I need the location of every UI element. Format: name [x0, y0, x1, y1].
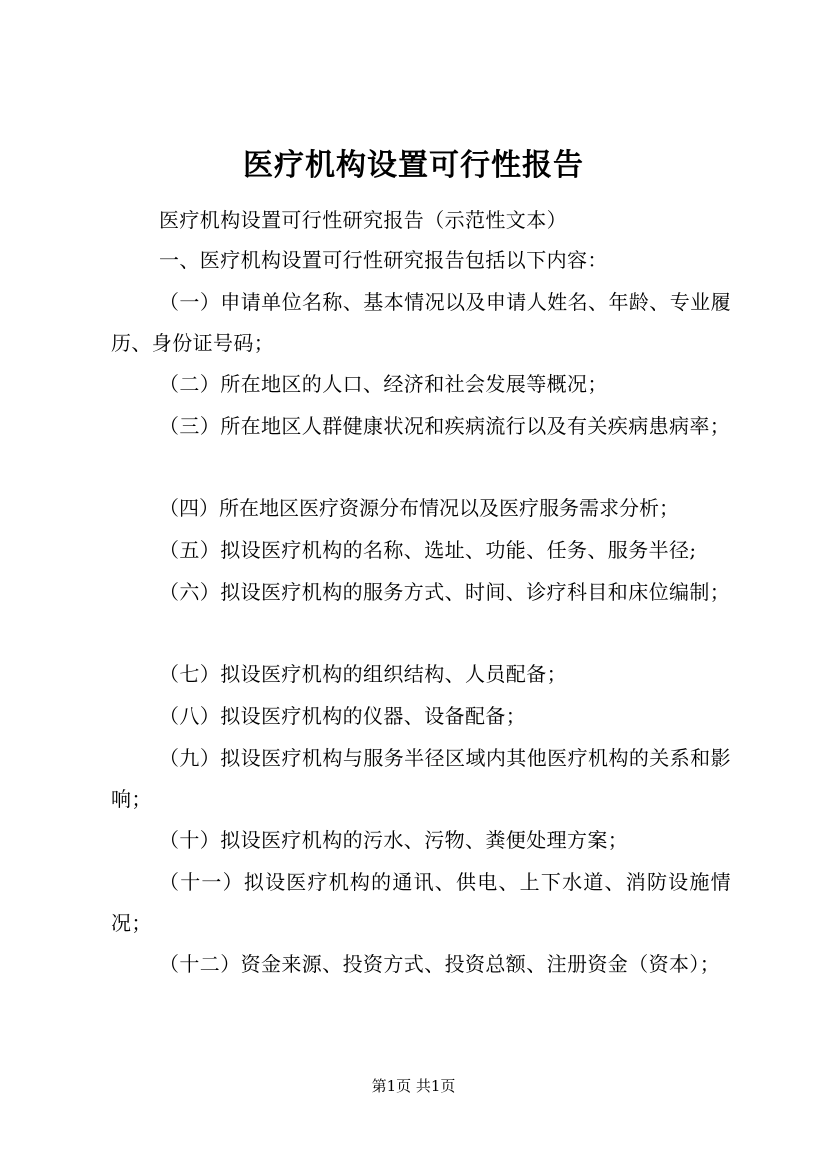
page-number-footer: 第1页 共1页 — [371, 1077, 456, 1095]
paragraph-item-4: （四）所在地区医疗资源分布情况以及医疗服务需求分析； — [159, 496, 679, 520]
paragraph-item-3: （三）所在地区人群健康状况和疾病流行以及有关疾病患病率； — [159, 414, 731, 438]
paragraph-item-1: （一）申请单位名称、基本情况以及申请人姓名、年龄、专业履历、身份证号码； — [111, 290, 731, 355]
document-title: 医疗机构设置可行性报告 — [243, 148, 584, 183]
paragraph-item-2: （二）所在地区的人口、经济和社会发展等概况； — [159, 372, 608, 396]
paragraph-item-12: （十二）资金来源、投资方式、投资总额、注册资金（资本）； — [159, 952, 721, 976]
paragraph-section-1: 一、医疗机构设置可行性研究报告包括以下内容： — [159, 248, 608, 272]
paragraph-item-7: （七）拟设医疗机构的组织结构、人员配备； — [159, 662, 567, 686]
paragraph-item-9: （九）拟设医疗机构与服务半径区域内其他医疗机构的关系和影响； — [111, 746, 731, 811]
paragraph-item-6: （六）拟设医疗机构的服务方式、时间、诊疗科目和床位编制； — [159, 580, 731, 604]
paragraph-item-5: （五）拟设医疗机构的名称、选址、功能、任务、服务半径; — [159, 538, 697, 562]
paragraph-item-10: （十）拟设医疗机构的污水、污物、粪便处理方案； — [159, 828, 629, 852]
paragraph-item-8: （八）拟设医疗机构的仪器、设备配备； — [159, 704, 527, 728]
paragraph-item-11: （十一）拟设医疗机构的通讯、供电、上下水道、消防设施情况； — [111, 870, 731, 935]
paragraph-subtitle: 医疗机构设置可行性研究报告（示范性文本） — [159, 208, 567, 232]
